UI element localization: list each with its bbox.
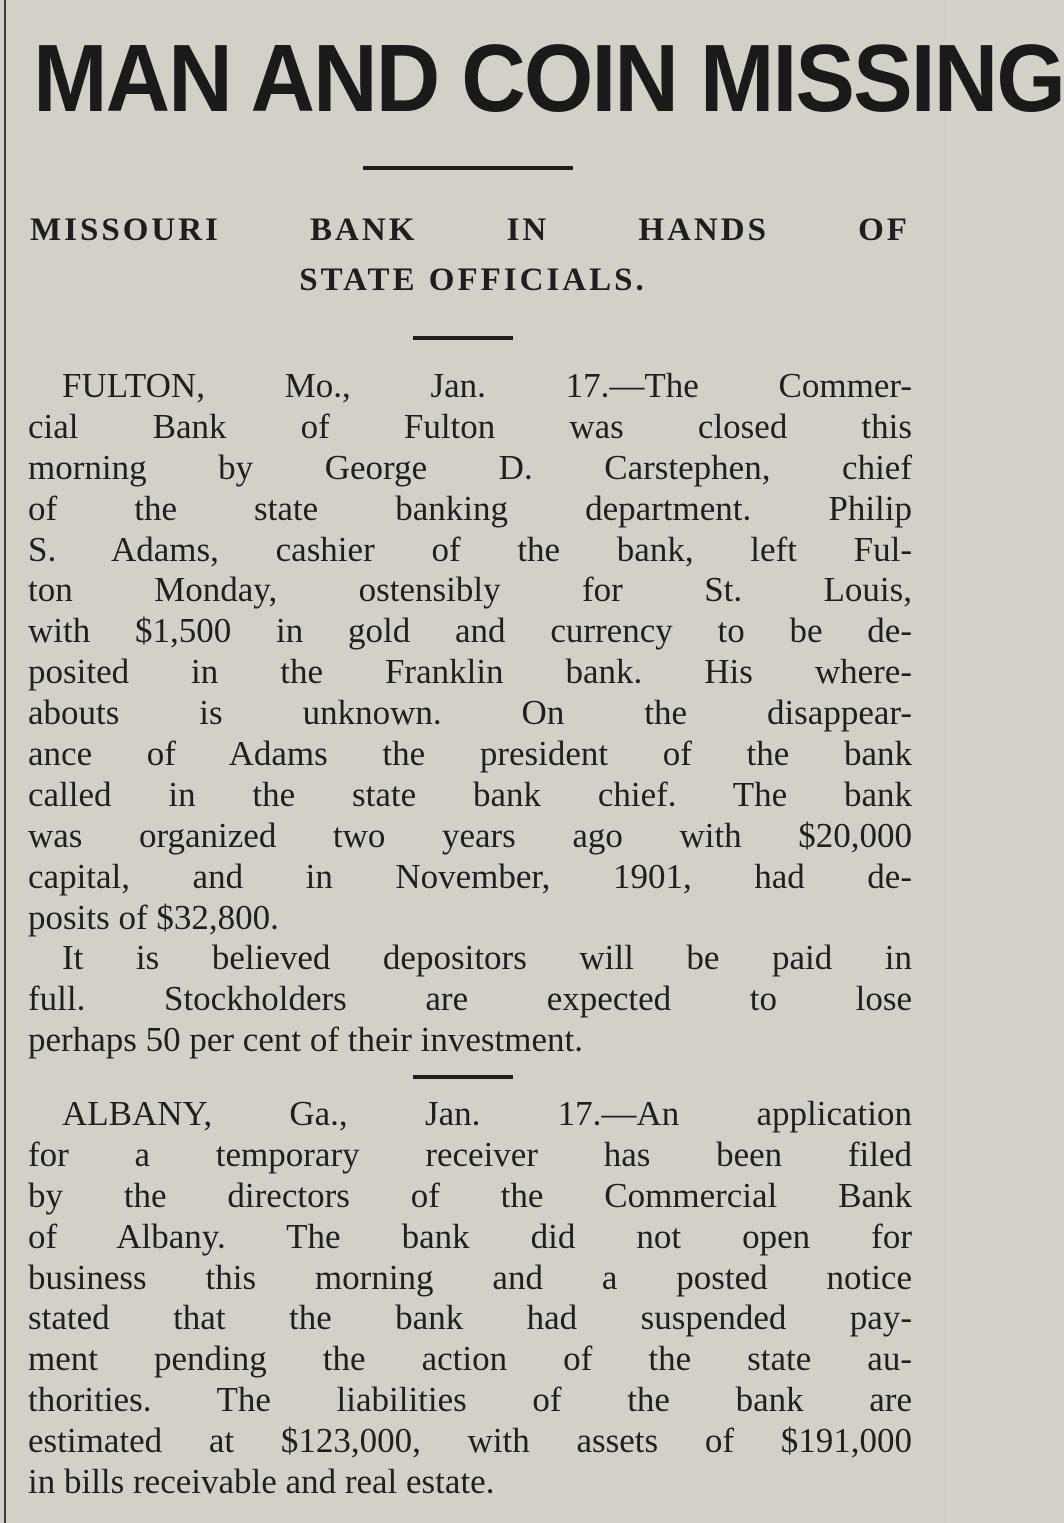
article-line: stated that the bank had suspended pay- (28, 1298, 912, 1338)
column-border (4, 0, 6, 1523)
article-line: with $1,500 in gold and currency to be de- (28, 611, 912, 651)
article-line: posited in the Franklin bank. His where- (28, 652, 912, 692)
article-line: called in the state bank chief. The bank (28, 774, 912, 814)
article-line: cial Bank of Fulton was closed this (28, 406, 912, 446)
article-line: S. Adams, cashier of the bank, left Ful- (28, 529, 912, 569)
article-line: It is believed depositors will be paid in (62, 938, 912, 978)
subheadline-word: MISSOURI (30, 212, 221, 248)
subheadline-word: HANDS (638, 212, 769, 248)
headline: MAN AND COIN MISSING (33, 25, 1064, 132)
article-line: business this morning and a posted notice (28, 1257, 912, 1297)
article-line: ALBANY, Ga., Jan. 17.—An application (62, 1094, 912, 1133)
article-line: morning by George D. Carstephen, chief (28, 447, 912, 487)
subheadline-word: OF (858, 212, 910, 248)
article-line: was organized two years ago with $20,000 (28, 815, 912, 855)
article-line: by the directors of the Commercial Bank (28, 1175, 912, 1215)
subheadline-word: IN (506, 212, 550, 248)
article-line: for a temporary receiver has been filed (28, 1134, 912, 1174)
article-line: posits of $32,800. (28, 897, 279, 937)
article-line: abouts is unknown. On the disappear- (28, 693, 912, 733)
subheadline-line-2: STATE OFFICIALS. (299, 262, 647, 298)
article-line: ment pending the action of the state au- (28, 1339, 912, 1379)
article-albany (28, 1094, 912, 1503)
article-line: ance of Adams the president of the bank (28, 734, 912, 774)
article-line: ton Monday, ostensibly for St. Louis, (28, 570, 912, 610)
divider-rule (413, 336, 513, 340)
article-line: capital, and in November, 1901, had de- (28, 856, 912, 896)
divider-rule (363, 166, 573, 170)
article-line: full. Stockholders are expected to lose (28, 979, 912, 1019)
article-line: FULTON, Mo., Jan. 17.—The Commer- (62, 366, 912, 405)
article-line: estimated at $123,000, with assets of $191,000 (28, 1421, 912, 1461)
article-line: in bills receivable and real estate. (28, 1462, 495, 1502)
article-line: of Albany. The bank did not open for (28, 1216, 912, 1256)
divider-rule (413, 1075, 513, 1079)
article-line: thorities. The liabilities of the bank are (28, 1380, 912, 1420)
article-line: of the state banking department. Philip (28, 488, 912, 528)
subheadline-word: BANK (310, 212, 418, 248)
subheadline-line-1 (30, 212, 910, 249)
article-line: perhaps 50 per cent of their investment. (28, 1020, 583, 1060)
article-fulton (28, 366, 912, 1061)
